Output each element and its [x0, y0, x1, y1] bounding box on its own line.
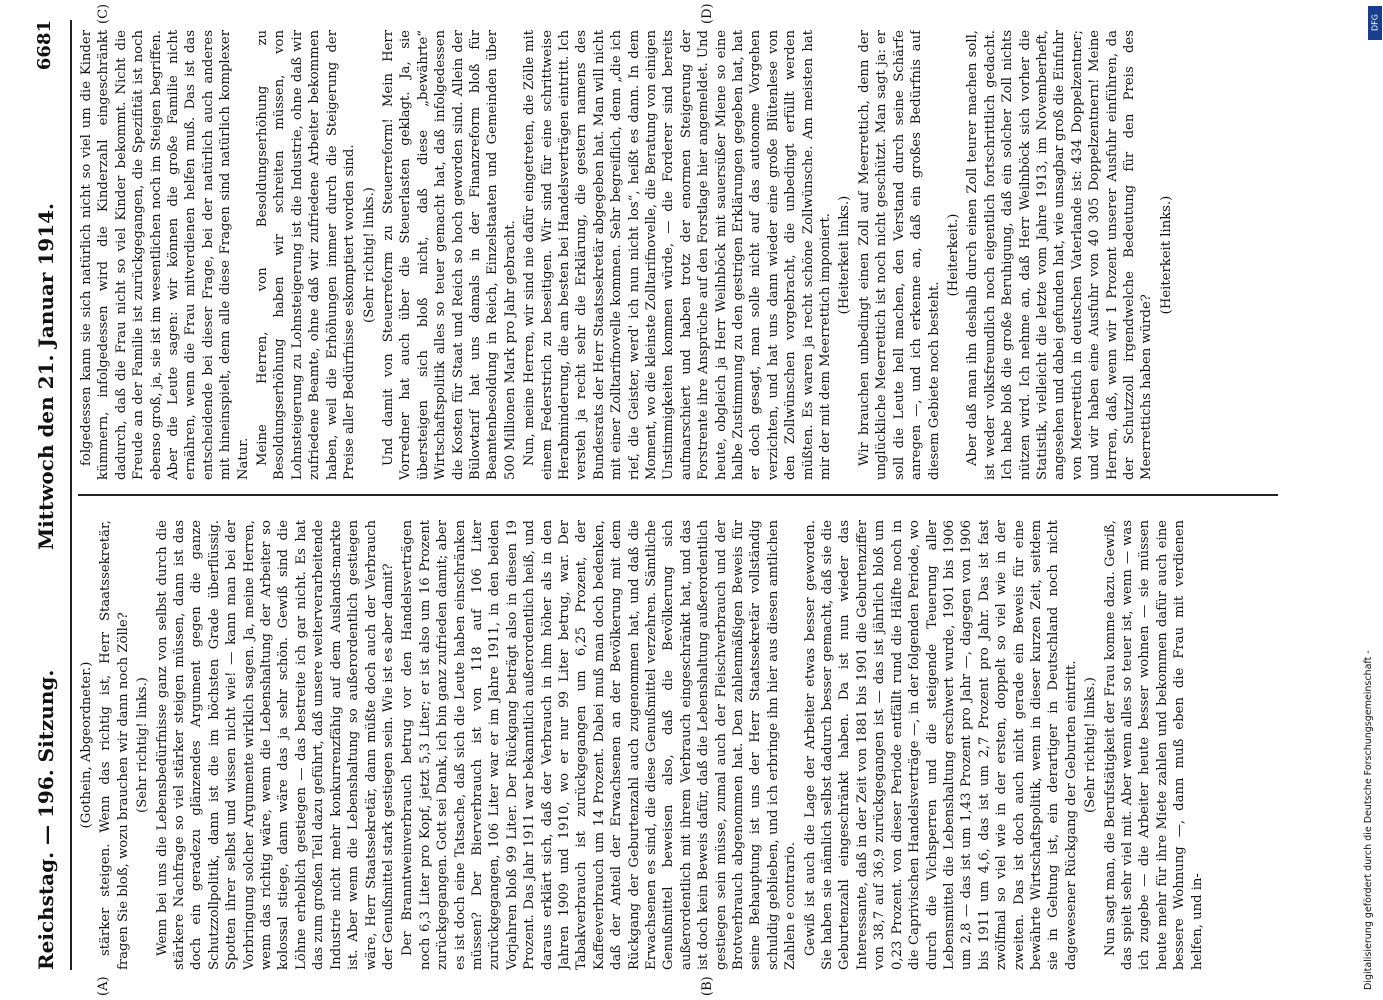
header-rule: [70, 20, 72, 970]
paragraph: Aber daß man ihn deshalb durch einen Zoll teurer machen soll, ist weder volksfreundlich noch eigentlich fortschrittlich gedacht. Ich habe bloß die große Beruhigung, daß ein solcher Zoll nichts nützen wird. Ich nehme an, daß Herr Weilnböck sich vorher die Statistik, vielleicht die letzte vom Jahre 1913, im Novemberheft, angesehen und dabei gefunden hat, wie unsagbar groß die Einfuhr von Meerrettich in deutschen Vaterlande ist: 434 Doppelzentner; und wir haben eine Ausfuhr von 40 305 Doppelzentnern! Meine Herren, daß, wenn wir 1 Prozent unserer Ausfuhr einführen, da der Schutzzoll irgendwelche Bedeutung für den Preis des Meerrettichs haben würde?: [965, 30, 1155, 480]
margin-mark-c: (C): [96, 3, 111, 24]
paragraph: Wir brauchen unbedingt einen Zoll auf Meerrettich, denn der unglückliche Meerrettich ist noch nicht geschützt. Man sagt ja: er soll die Leute hell machen, den Verstand durch seine Schärfe anregen —, und ich erkenne an, daß ein großes Bedürfnis auf diesem Gebiete noch besteht.: [856, 30, 942, 480]
paragraph: Und damit von Steuerreform zu Steuerreform! Mein Herr Vorredner hat auch über die Steuerlasten geklagt. Ja, sie übersteigen sich bloß nicht, daß diese „bewährte“ Wirtschaftspolitik alles so teuer gemacht hat, daß infolgedessen die Kosten für Staat und Reich so hoch geworden sind. Allein der Bülowtarif hat uns damals in der Finanzreform bloß für Beamtenbesoldung in Reich, Einzelstaaten und Gemeinden über 500 Millionen Mark pro Jahr gebracht.: [380, 30, 518, 480]
paragraph: Meine Herren, von Besoldungserhöhung zu Besoldungserhöhung haben wir schreiten müssen, von Lohnsteigerung zu Lohnsteigerung ist die Industrie, ohne daß wir zufriedene Beamte, ohne daß wir zufriedene Arbeiter bekommen haben, weil die Erhöhungen immer durch die Steigerung der Preise aller Bedürfnisse eskomptiert worden sind.: [255, 30, 358, 480]
margin-mark-d: (D): [700, 3, 715, 24]
interjection: (Heiterkeit links.): [1158, 195, 1174, 315]
margin-mark-a: (A): [96, 976, 111, 996]
paragraph: stärker steigen. Wenn das richtig ist, Herr Staatssekretär, fragen Sie bloß, wozu brauchen wir dann noch Zölle?: [98, 520, 131, 970]
margin-mark-b: (B): [700, 976, 715, 996]
paragraph: Gewiß ist auch die Lage der Arbeiter etwas besser geworden. Sie haben sie nämlich selbst dadurch besser gemacht, daß sie die Geburtenzahl eingeschränkt haben. Da ist nun wieder das Interessante, daß in der Zeit von 1881 bis 1901 die Geburtenziffer von 38,7 auf 36,9 zurückgegangen ist — das ist jährlich bloß um 0,23 Prozent. von dieser Periode entfällt rund die Hälfte noch in die Caprivischen Handelsverträge —, in der folgenden Periode, wo durch die Vichsperren und die steigende Teuerung aller Lebensmittel die Lebenshaltung erschwert wurde, 1901 bis 1906 um 2,8 — das ist um 1,43 Prozent pro Jahr —, dagegen von 1906 bis 1911 um 4,6, das ist um 2,7 Prozent pro Jahr. Das ist fast zwölfmal so viel wie in der ersten, doppelt so viel wie in der zweiten. Das ist doch auch nicht gerade ein Beweis für eine bewährte Wirtschaftspolitik, wenn in dieser kurzen Zeit, seitdem sie in Geltung ist, ein derartiger in Deutschland noch nicht dagewesener Rückgang der Geburten eintritt.: [802, 520, 1079, 970]
page-number: 6681: [34, 20, 55, 71]
interjection: (Sehr richtig! links.): [135, 677, 151, 813]
interjection: (Sehr richtig! links.): [361, 187, 377, 323]
paragraph: Wenn bei uns die Lebensbedürfnisse ganz von selbst durch die stärkere Nachfrage so viel stärker steigen müssen, dann ist das doch ein geradezu glänzendes Argument gegen die ganze Schutzzollpolitik, dann ist die im höchsten Grade überflüssig. Spotten ihrer selbst und wissen nicht wie! — kann man bei der Vorbringung solcher Argumente wirklich sagen. Ja, meine Herren, wenn das richtig wäre, wenn die Lebenshaltung der Arbeiter so kolossal stiege, dann wäre das ja sehr schön. Gewiß sind die Löhne erheblich gestiegen — das bestreite ich gar nicht. Es hat das zum großen Teil dazu geführt, daß unsere weiterverarbeitende Industrie nicht mehr konkurrenzfähig auf dem Auslands-markte ist. Aber wenn die Lebenshaltung so außerordentlich gestiegen wäre, Herr Staatssekretär, dann müßte doch auch der Verbrauch der Genußmittel stark gestiegen sein. Wie ist es aber damit?: [154, 520, 396, 970]
paragraph: Der Branntweinverbrauch betrug vor den Handelsverträgen noch 6,3 Liter pro Kopf, jetzt 5,3 Liter; er ist also um 16 Prozent zurückgegangen. Gott sei Dank, ich bin ganz zufrieden damit; aber es ist doch eine Tatsache, daß sich die Leute haben einschränken müssen? Der Bierverbrauch ist von 118 auf 106 Liter zurückgegangen, 106 Liter war er im Jahre 1911, in den beiden Vorjahren bloß 99 Liter. Der Rückgang beträgt also in diesen 19 Prozent. Das Jahr 1911 war bekanntlich außerordentlich heiß, und daraus erklärt sich, daß der Verbrauch in ihm höher als in den Jahren 1909 und 1910, wo er nur 99 Liter betrug, war. Der Tabakverbrauch ist zurückgegangen um 6,25 Prozent, der Kaffeeverbrauch um 14 Prozent. Dabei muß man doch bedenken, daß der Anteil der Erwachsenen an der Bevölkerung mit dem Rückgang der Geburtenzahl auch zugenommen hat, und daß die Erwachsenen es sind, die diese Genußmittel verzehren. Sämtliche Genußmittel beweisen also, daß die Bevölkerung sich außerordentlich mit ihrem Verbrauch eingeschränkt hat, und das ist doch kein Beweis dafür, daß die Lebenshaltung außerordentlich gestiegen sein müsse, zumal auch der Fleischverbrauch und der Brotverbrauch abgenommen hat. Den zahlenmäßigen Beweis für seine Behauptung ist uns der Herr Staatssekretär vollständig schuldig geblieben, und ich erbringe ihn hier aus diesen amtlichen Zahlen e contrario.: [400, 520, 799, 970]
interjection: (Sehr richtig! links.): [1083, 677, 1099, 813]
header-left: Reichstag. — 196. Sitzung.: [34, 669, 58, 970]
paragraph: Nun sagt man, die Berufstätigkeit der Frau komme dazu. Gewiß, das spielt sehr viel mit. Aber wenn alles so teuer ist, wenn — was ich zugebe — die Arbeiter heute besser wohnen — sie müssen heute mehr für ihre Miete zahlen und bekommen dafür auch eine bessere Wohnung —, dann muß eben die Frau mit verdienen helfen, und in-: [1102, 520, 1205, 970]
dfg-logo-icon: DFG: [1368, 6, 1382, 40]
header-date: Mittwoch den 21. Januar 1914.: [34, 202, 58, 550]
paragraph: Nun, meine Herren, wir sind nie dafür eingetreten, die Zölle mit einem Federstrich zu beseitigen. Wir sind für eine schrittweise Herabminderung, die am besten bei Handelsverträgen eintritt. Ich versteh ja recht sehr die Erklärung, die gestern namens des Bundesrats der Herr Staatssekretär abgegeben hat. Man will nicht mit einer Zolltarifnovelle kommen. Sehr begreiflich, denn „die ich rief, die Geister, werd' ich nun nicht los“, heißt es dann. In dem Moment, wo die kleinste Zolltarifnovelle, die Beratung von einigen Unstimmigkeiten kommen würde, — die Forderer sind bereits aufmarschiert und haben trotz der enormen Steigerung der Forstrente ihre Ansprüche auf den Forstlage hier angemeldet. Und heute, obgleich ja Herr Weilnböck mit sauersüßer Miene so eine halbe Zustimmung zu den gestrigen Erklärungen gegeben hat, hat er doch gesagt, man solle nicht auf das autonome Vorgehen verzichten, und hat uns dann wieder eine große Blütenlese von den Zollwünschen vorgebracht, die unbedingt erfüllt werden müßten. Es waren ja recht schöne Zollwünsche. Am meisten hat mir der mit dem Meerrettich imponiert.: [522, 30, 834, 480]
interjection: (Heiterkeit links.): [837, 195, 853, 315]
digitization-credit: Digitalisierung gefördert durch die Deutsche Forschungsgemeinschaft -: [1363, 650, 1374, 990]
text-column-left: [78, 520, 1318, 970]
text-column-right: [78, 30, 1318, 480]
column-divider: [78, 494, 1278, 496]
paragraph: folgedessen kann sie sich natürlich nicht so viel um die Kinder kümmern, infolgedessen wird die Kinderzahl eingeschränkt dadurch, daß die Frau nicht so viel Kinder bekommt. Nicht die Freude an der Familie ist zurückgegangen, die Spezifität ist noch ebenso groß, ja, sie ist im wesentlichen noch im Steigen begriffen. Aber die Leute sagen: wir können die große Familie nicht ernähren, wenn die Frau mitverdienen helfen muß. Das ist das entscheidende bei dieser Frage, bei der natürlich auch anderes mit hineinspielt, denn alle diese Fragen sind natürlich komplexer Natur.: [79, 30, 251, 480]
interjection: (Heiterkeit.): [945, 213, 961, 297]
page-header: [34, 20, 68, 970]
speaker-note: (Gothein, Abgeordneter.): [79, 661, 94, 829]
